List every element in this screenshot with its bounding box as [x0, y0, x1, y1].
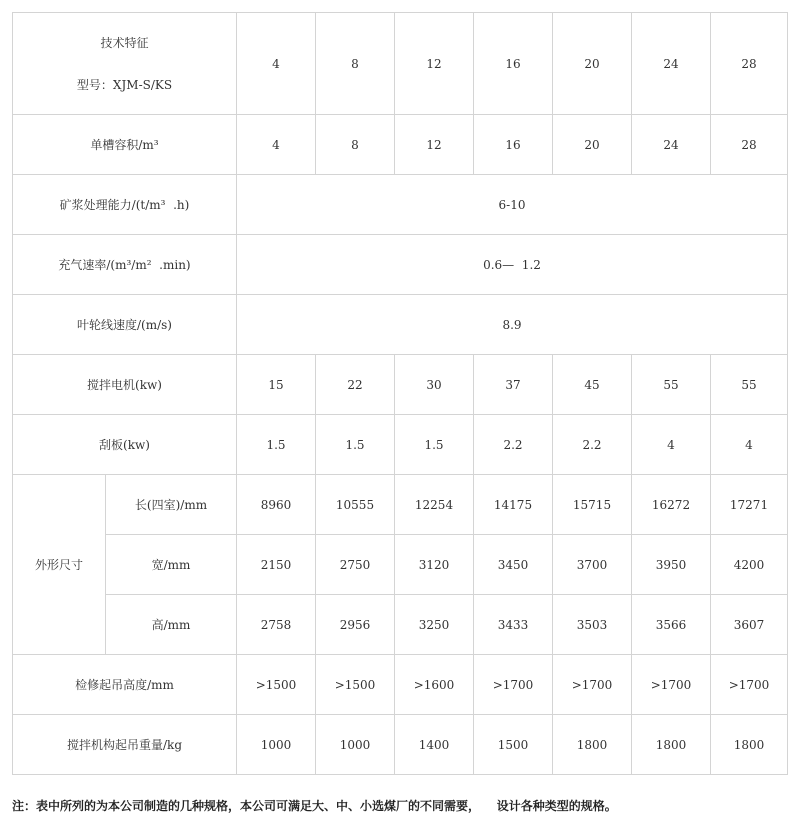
table-cell: 2956 — [316, 595, 395, 655]
table-cell: 1800 — [711, 715, 788, 775]
table-cell: >1600 — [395, 655, 474, 715]
table-cell: 12 — [395, 115, 474, 175]
table-cell: 3450 — [474, 535, 553, 595]
table-cell: 17271 — [711, 475, 788, 535]
table-cell: 1.5 — [316, 415, 395, 475]
row-label: 单槽容积/m³ — [13, 115, 237, 175]
table-cell: 1800 — [553, 715, 632, 775]
table-cell: 3950 — [632, 535, 711, 595]
table-cell: 15715 — [553, 475, 632, 535]
table-cell: 2.2 — [474, 415, 553, 475]
table-row — [13, 13, 788, 115]
row-label: 检修起吊高度/mm — [13, 655, 237, 715]
spec-table — [12, 12, 788, 775]
table-row — [13, 235, 788, 295]
model-cell: 20 — [553, 13, 632, 115]
table-row — [13, 295, 788, 355]
table-cell: 3607 — [711, 595, 788, 655]
table-cell: 1500 — [474, 715, 553, 775]
table-row — [13, 595, 788, 655]
table-row — [13, 115, 788, 175]
table-cell: 30 — [395, 355, 474, 415]
table-cell: 10555 — [316, 475, 395, 535]
table-row — [13, 175, 788, 235]
table-cell: 1400 — [395, 715, 474, 775]
model-cell: 12 — [395, 13, 474, 115]
table-cell: 8.9 — [237, 295, 788, 355]
table-cell: 4 — [632, 415, 711, 475]
row-label: 长(四室)/mm — [106, 475, 237, 535]
table-cell: 6-10 — [237, 175, 788, 235]
table-cell: 2.2 — [553, 415, 632, 475]
table-cell: 3566 — [632, 595, 711, 655]
table-cell: 0.6— 1.2 — [237, 235, 788, 295]
model-cell: 16 — [474, 13, 553, 115]
table-row — [13, 535, 788, 595]
row-label: 刮板(kw) — [13, 415, 237, 475]
table-cell: 3503 — [553, 595, 632, 655]
table-cell: 1000 — [237, 715, 316, 775]
table-cell: 3700 — [553, 535, 632, 595]
table-cell: 1000 — [316, 715, 395, 775]
model-cell: 8 — [316, 13, 395, 115]
row-label: 搅拌电机(kw) — [13, 355, 237, 415]
table-cell: 55 — [711, 355, 788, 415]
model-label: 型号：XJM-S/KS — [76, 77, 173, 92]
table-cell: 2150 — [237, 535, 316, 595]
footnote: 注：表中所列的为本公司制造的几种规格，本公司可满足大、中、小选煤厂的不同需要， 设计各种类型的规格。 — [12, 799, 617, 813]
table-row — [13, 415, 788, 475]
dimensions-group-label: 外形尺寸 — [13, 475, 106, 655]
table-cell: 20 — [553, 115, 632, 175]
table-cell: 2758 — [237, 595, 316, 655]
table-cell: 1.5 — [395, 415, 474, 475]
row-label: 搅拌机构起吊重量/kg — [13, 715, 237, 775]
model-cell: 28 — [711, 13, 788, 115]
row-label: 矿浆处理能力/(t/m³ .h) — [13, 175, 237, 235]
table-cell: 8 — [316, 115, 395, 175]
row-label: 叶轮线速度/(m/s) — [13, 295, 237, 355]
model-cell: 24 — [632, 13, 711, 115]
header-title: 技术特征 — [100, 35, 149, 50]
table-cell: 16272 — [632, 475, 711, 535]
table-cell: >1700 — [711, 655, 788, 715]
table-cell: 24 — [632, 115, 711, 175]
table-cell: 28 — [711, 115, 788, 175]
table-cell: 1.5 — [237, 415, 316, 475]
table-cell: 3120 — [395, 535, 474, 595]
table-cell: 16 — [474, 115, 553, 175]
table-cell: 55 — [632, 355, 711, 415]
table-cell: 22 — [316, 355, 395, 415]
table-cell: 1800 — [632, 715, 711, 775]
row-label: 高/mm — [106, 595, 237, 655]
table-cell: 8960 — [237, 475, 316, 535]
table-cell: 4 — [711, 415, 788, 475]
table-cell: 15 — [237, 355, 316, 415]
table-cell: 37 — [474, 355, 553, 415]
table-cell: 12254 — [395, 475, 474, 535]
header-cell — [13, 13, 237, 115]
model-cell: 4 — [237, 13, 316, 115]
table-cell: >1700 — [632, 655, 711, 715]
table-row — [13, 655, 788, 715]
table-row — [13, 475, 788, 535]
table-row — [13, 355, 788, 415]
row-label: 充气速率/(m³/m² .min) — [13, 235, 237, 295]
table-cell: 3250 — [395, 595, 474, 655]
table-cell: 2750 — [316, 535, 395, 595]
row-label: 宽/mm — [106, 535, 237, 595]
table-cell: >1500 — [237, 655, 316, 715]
table-cell: 14175 — [474, 475, 553, 535]
table-row — [13, 715, 788, 775]
table-cell: >1500 — [316, 655, 395, 715]
table-cell: 3433 — [474, 595, 553, 655]
table-cell: 4200 — [711, 535, 788, 595]
table-cell: >1700 — [474, 655, 553, 715]
table-cell: >1700 — [553, 655, 632, 715]
table-cell: 4 — [237, 115, 316, 175]
table-cell: 45 — [553, 355, 632, 415]
